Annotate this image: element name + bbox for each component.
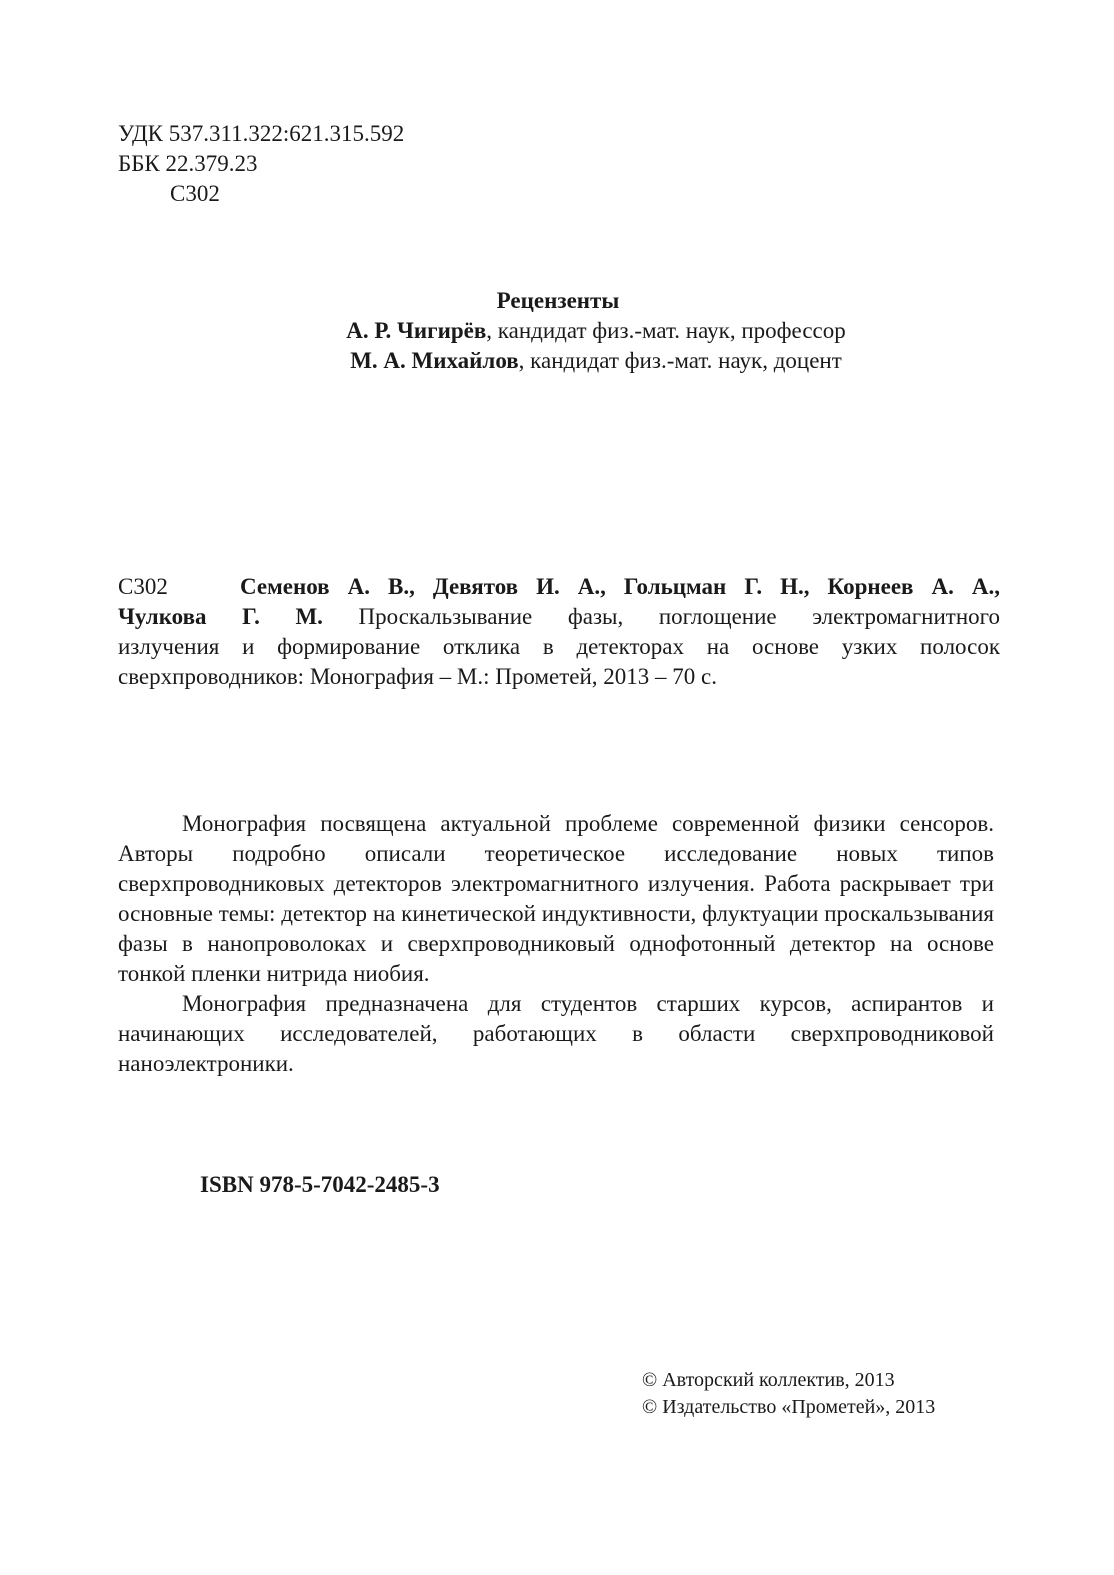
copyright-block — [642, 1367, 935, 1421]
reviewer-2 — [118, 346, 998, 376]
bib-authors: Семенов А. В., Девятов И. А., Гольцман Г. Н., Корнеев А. А., — [240, 574, 1000, 599]
bib-line-4: сверхпроводников: Монография – М.: Прометей, 2013 – 70 с. — [118, 664, 717, 689]
annotation-block — [118, 809, 994, 1079]
reviewer-1-name: А. Р. Чигирёв — [346, 318, 487, 343]
classification-block — [118, 119, 618, 209]
bib-code: С302 — [118, 574, 168, 599]
reviewer-2-name: М. А. Михайлов — [350, 348, 519, 373]
bib-author-last: Чулкова Г. М. — [118, 604, 323, 629]
reviewers-heading: Рецензенты — [496, 288, 620, 313]
bibliographic-record — [118, 572, 1000, 692]
bib-line-2 — [118, 602, 1000, 632]
udk-code: УДК 537.311.322:621.315.592 — [118, 121, 405, 146]
copyright-publisher: © Издательство «Прометей», 2013 — [642, 1396, 936, 1418]
bib-line-3: излучения и формирование отклика в детекторах на основе узких полосок — [118, 634, 1000, 659]
isbn: ISBN 978-5-7042-2485-3 — [200, 1172, 440, 1197]
author-sign: С302 — [170, 181, 220, 206]
reviewer-2-details: , кандидат физ.-мат. наук, доцент — [518, 348, 842, 373]
reviewer-1 — [118, 316, 998, 346]
bib-title-1: Проскальзывание фазы, поглощение электромагнитного — [322, 604, 1000, 629]
annotation-paragraph-1: Монография посвящена актуальной проблеме современной физики сенсоров. Авторы подробно описали теоретическое исследование новых типов сверхпроводниковых детекторов электромагнитного излучения. Работа раскрывает три основные темы: детектор на кинетической индуктивности, флуктуации проскальзывания фазы в нанопроволоках и сверхпроводниковый однофотонный детектор на основе тонкой пленки нитрида ниобия. — [118, 811, 994, 986]
annotation-paragraph-2: Монография предназначена для студентов старших курсов, аспирантов и начинающих исследователей, работающих в области сверхпроводниковой наноэлектроники. — [118, 991, 994, 1076]
reviewer-1-details: , кандидат физ.-мат. наук, профессор — [486, 318, 846, 343]
bib-line-1 — [118, 572, 1000, 602]
reviewers-block — [118, 286, 998, 376]
copyright-authors: © Авторский коллектив, 2013 — [642, 1369, 895, 1391]
bbk-code: ББК 22.379.23 — [118, 151, 258, 176]
